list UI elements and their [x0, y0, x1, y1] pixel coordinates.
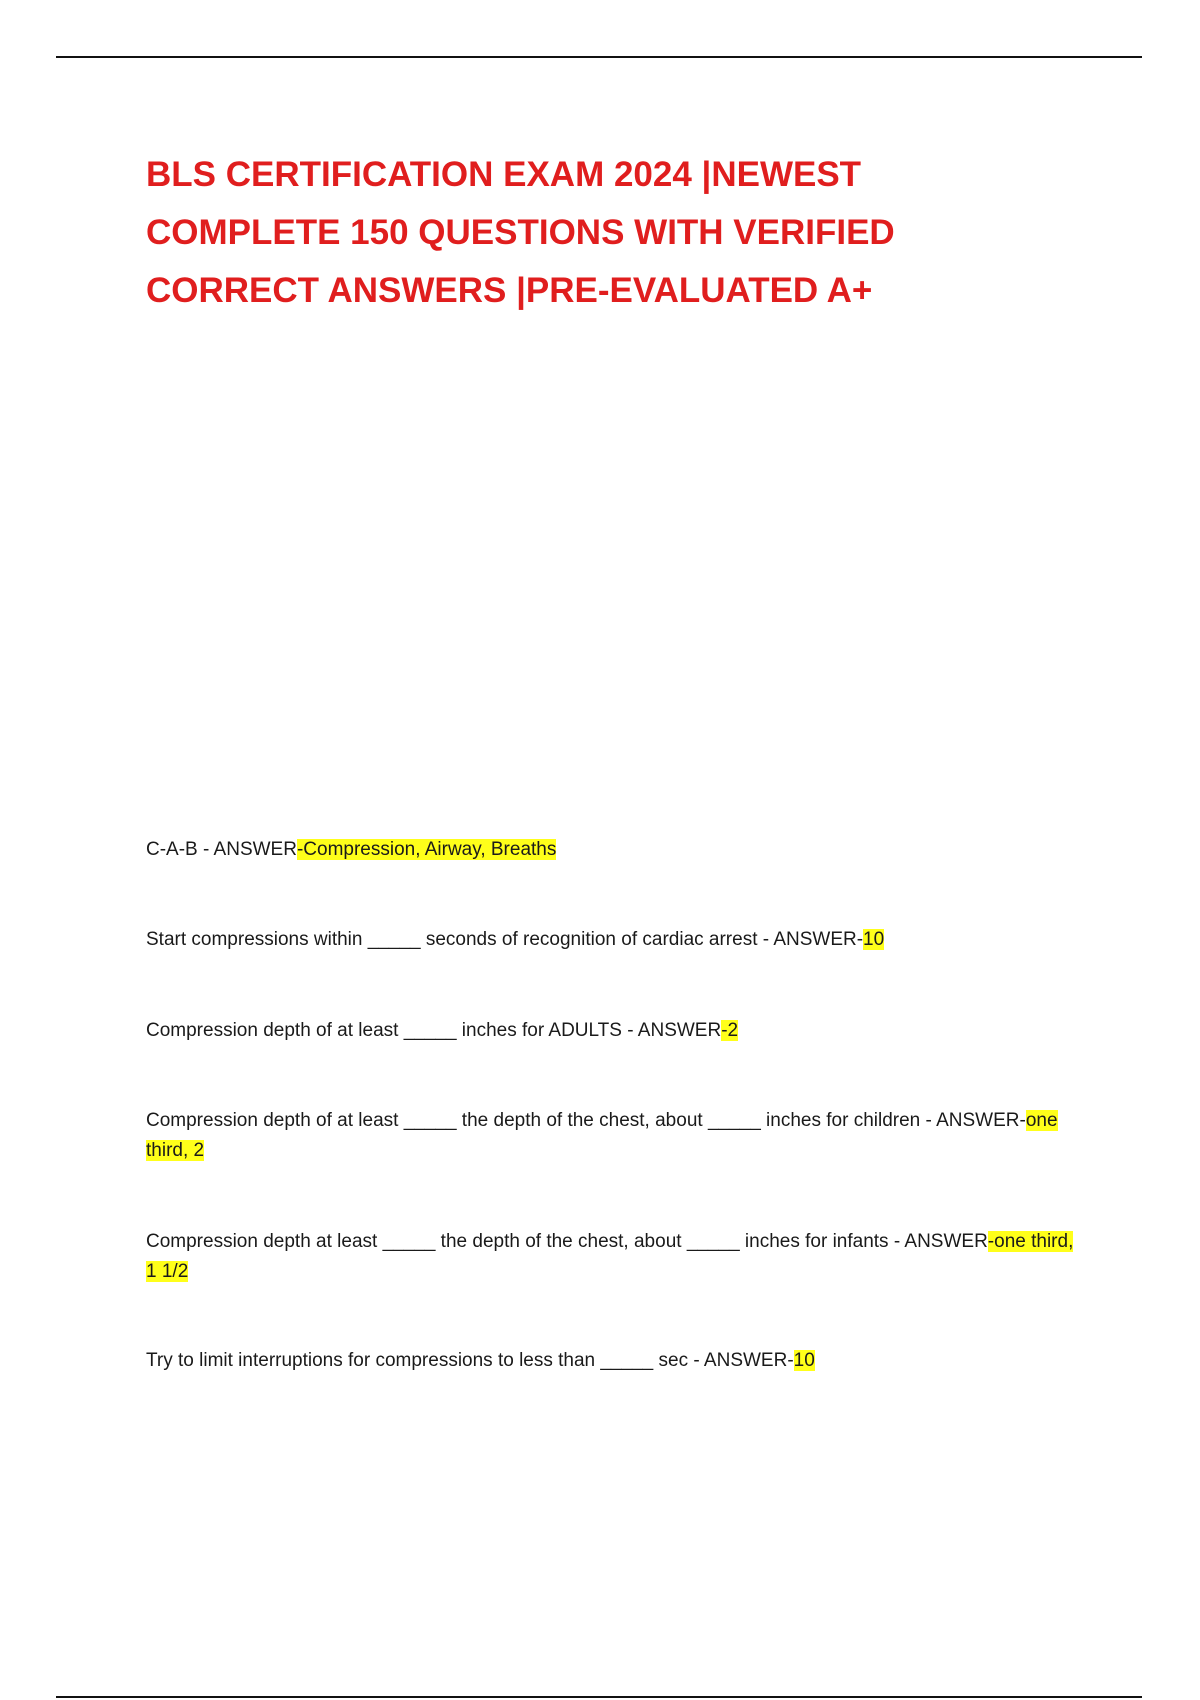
qa-item	[146, 925, 1086, 955]
answer-highlight: 10	[863, 929, 885, 950]
header-rule	[56, 56, 1142, 58]
question-text: Compression depth of at least _____ the depth of the chest, about _____ inches for children - ANSWER-	[146, 1110, 1026, 1131]
qa-item	[146, 1106, 1086, 1166]
answer-highlight: one third, 2	[146, 1110, 1058, 1161]
answer-highlight: -Compression, Airway, Breaths	[296, 839, 557, 860]
question-text: C-A-B - ANSWER	[146, 839, 297, 860]
answer-highlight: -one third, 1 1/2	[146, 1231, 1074, 1282]
qa-item	[146, 835, 1086, 865]
title-line: CORRECT ANSWERS |PRE-EVALUATED A+	[146, 271, 873, 310]
qa-item	[146, 1016, 1086, 1046]
qa-item	[146, 1346, 1086, 1376]
document-title	[146, 146, 1046, 320]
answer-highlight: -2	[721, 1020, 739, 1041]
question-text: Compression depth of at least _____ inches for ADULTS - ANSWER	[146, 1020, 722, 1041]
answer-highlight: 10	[793, 1350, 815, 1371]
footer-rule	[56, 1696, 1142, 1698]
question-text: Start compressions within _____ seconds of recognition of cardiac arrest - ANSWER-	[146, 929, 864, 950]
qa-item	[146, 1227, 1086, 1287]
title-line: BLS CERTIFICATION EXAM 2024 |NEWEST	[146, 155, 862, 194]
title-line: COMPLETE 150 QUESTIONS WITH VERIFIED	[146, 213, 895, 252]
question-text: Try to limit interruptions for compressions to less than _____ sec - ANSWER-	[146, 1350, 794, 1371]
question-text: Compression depth at least _____ the depth of the chest, about _____ inches for infants - ANSWER	[146, 1231, 988, 1252]
